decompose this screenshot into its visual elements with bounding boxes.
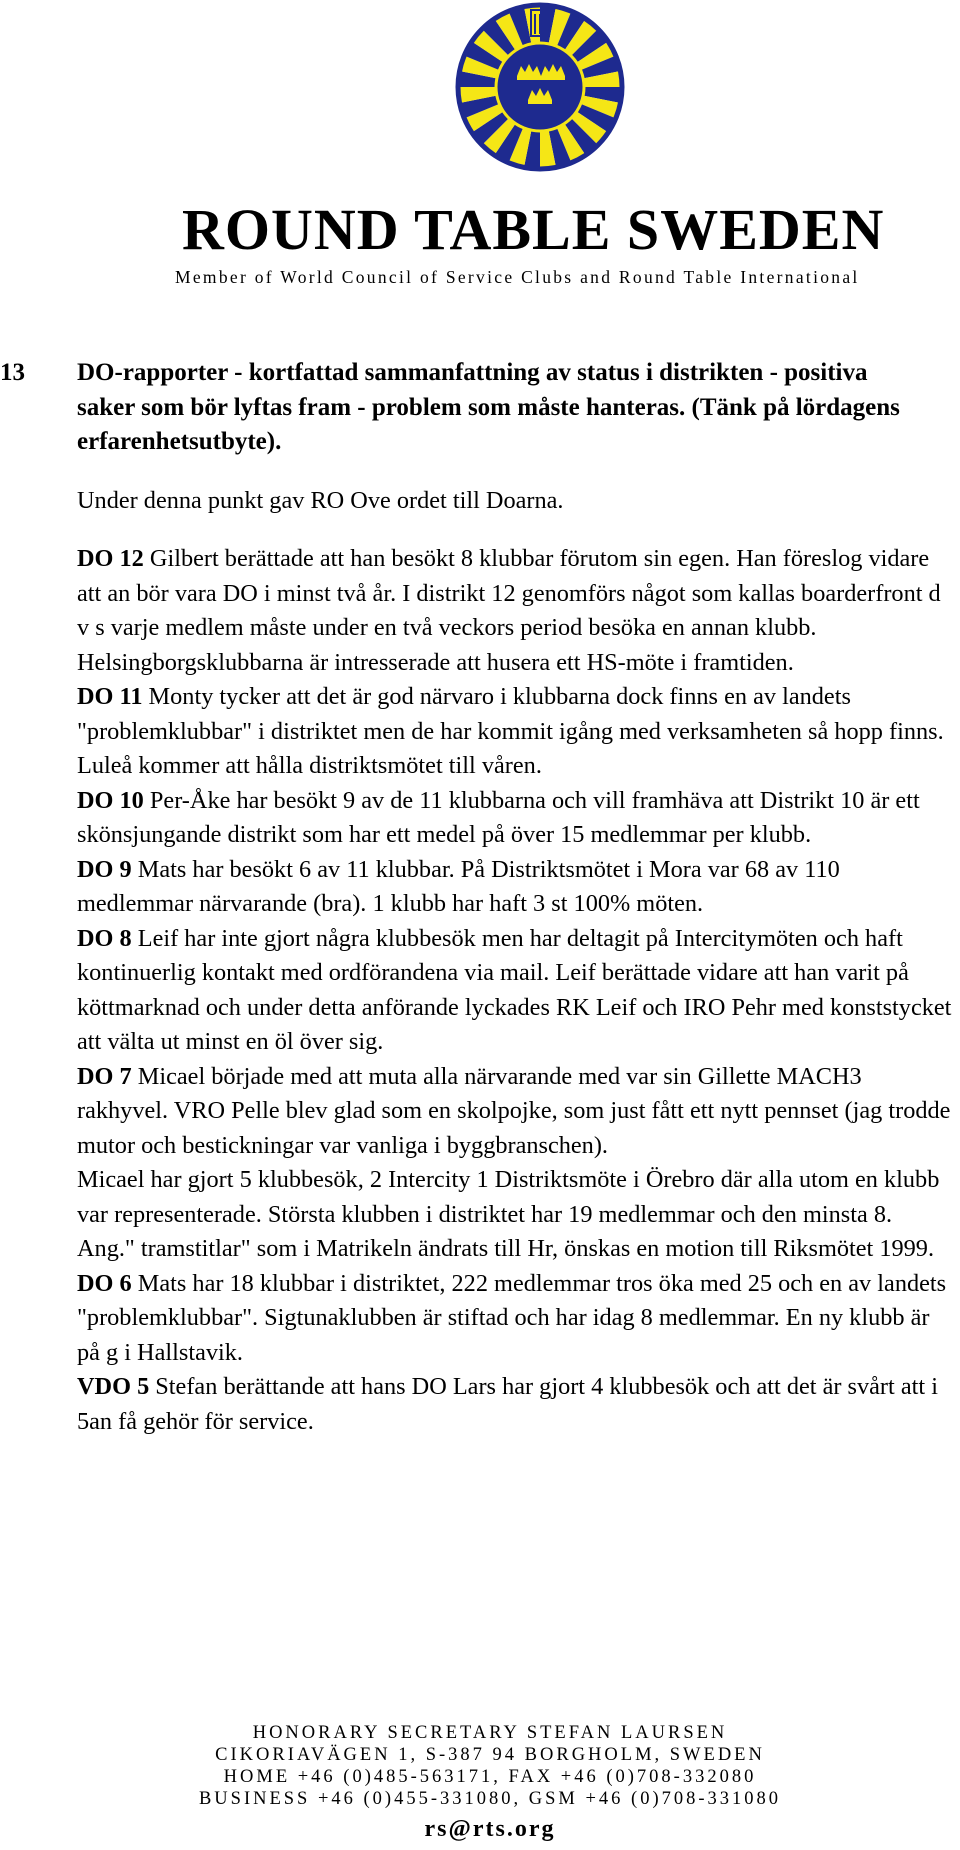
report-label: DO 10 bbox=[77, 786, 144, 814]
report-text: Mats har 18 klubbar i distriktet, 222 medlemmar tros öka med 25 och en av landets "problemklubbar". Sigtunaklubben är stiftad och har idag 8 medlemmar. En ny klubb är på g i Hallstavik. bbox=[77, 1269, 947, 1366]
report-text: Mats har besökt 6 av 11 klubbar. På Distriktsmötet i Mora var 68 av 110 medlemmar närvarande (bra). 1 klubb har haft 3 st 100% möten. bbox=[77, 855, 840, 917]
report-do10 bbox=[77, 784, 957, 853]
report-label: DO 8 bbox=[77, 924, 132, 952]
report-label: DO 11 bbox=[77, 683, 143, 710]
minutes-body bbox=[77, 356, 957, 1439]
footer-address: CIKORIAVÄGEN 1, S-387 94 BORGHOLM, SWEDEN bbox=[215, 1745, 765, 1765]
report-label: DO 6 bbox=[77, 1269, 132, 1297]
intro-paragraph: Under denna punkt gav RO Ove ordet till Doarna. bbox=[77, 486, 564, 514]
report-vdo5 bbox=[77, 1370, 957, 1439]
report-label: VDO 5 bbox=[77, 1373, 150, 1400]
report-text: Gilbert berättade att han besökt 8 klubbar förutom sin egen. Han föreslog vidare att an bör vara DO i minst två år. I distrikt 12 genomförs något som kallas boarderfront d v s varje medlem måste under en två veckors period besöka en annan klubb. Helsingborgsklubbarna är intresserade att husera ett HS-möte i framtiden. bbox=[77, 545, 941, 676]
agenda-item-number: 13 bbox=[0, 359, 25, 386]
report-do11 bbox=[77, 680, 957, 784]
organization-name: ROUND TABLE SWEDEN bbox=[182, 197, 885, 262]
report-text: Micael började med att muta alla närvarande med var sin Gillette MACH3 rakhyvel. VRO Pelle blev glad som en skolpojke, som just fått ett nytt pennset (jag trodde mutor och bestickningar var vanliga i byggbranschen). bbox=[77, 1062, 951, 1159]
report-text: Leif har inte gjort några klubbesök men har deltagit på Intercitymöten och haft kontinuerlig kontakt med ordförandena via mail. Leif berättade vidare att han varit på köttmarknad och under detta anförande lyckades RK Leif och IRO Pehr med konststycket att välta ut minst en öl över sig. bbox=[77, 924, 952, 1055]
organization-subtitle: Member of World Council of Service Clubs and Round Table International bbox=[175, 267, 860, 287]
letterhead-footer bbox=[0, 1722, 960, 1844]
report-do8 bbox=[77, 922, 957, 1060]
report-do9 bbox=[77, 853, 957, 922]
report-do7 bbox=[77, 1060, 957, 1164]
report-label: DO 12 bbox=[77, 545, 144, 572]
footer-secretary: HONORARY SECRETARY STEFAN LAURSEN bbox=[252, 1723, 728, 1743]
report-text: Stefan berättande att hans DO Lars har gjort 4 klubbesök och att det är svårt att i 5an få gehör för service. bbox=[77, 1373, 938, 1435]
agenda-item-title: DO-rapporter - kortfattad sammanfattning av status i distrikten - positiva saker som bör lyftas fram - problem som måste hanteras. (Tänk på lördagens erfarenhetsutbyte). bbox=[77, 359, 900, 455]
report-text: Monty tycker att det är god närvaro i klubbarna dock finns en av landets "problemklubbar" i distriktet men de har kommit igång med verksamheten så hopp finns. Luleå kommer att hålla distriktsmötet till våren. bbox=[77, 683, 944, 779]
round-table-sweden-emblem-icon bbox=[455, 2, 625, 172]
footer-business-gsm: BUSINESS +46 (0)455-331080, GSM +46 (0)708-331080 bbox=[198, 1789, 782, 1809]
report-do7-motion: Ang." tramstitlar" som i Matrikeln ändrats till Hr, önskas en motion till Riksmötet 1999. bbox=[77, 1235, 935, 1262]
report-do6 bbox=[77, 1267, 957, 1371]
footer-email: rs@rts.org bbox=[424, 1816, 556, 1842]
report-label: DO 7 bbox=[77, 1062, 132, 1090]
report-do7-visits: Micael har gjort 5 klubbesök, 2 Intercity 1 Distriktsmöte i Örebro där alla utom en klubb var representerade. Största klubben i distriktet har 19 medlemmar och den minsta 8. bbox=[77, 1166, 940, 1228]
report-label: DO 9 bbox=[77, 855, 132, 883]
footer-home-fax: HOME +46 (0)485-563171, FAX +46 (0)708-332080 bbox=[223, 1767, 757, 1787]
report-do12 bbox=[77, 542, 957, 680]
letterhead bbox=[0, 0, 960, 300]
report-text: Per-Åke har besökt 9 av de 11 klubbarna och vill framhäva att Distrikt 10 är ett skönsjungande distrikt som har ett medel på över 15 medlemmar per klubb. bbox=[77, 786, 920, 848]
